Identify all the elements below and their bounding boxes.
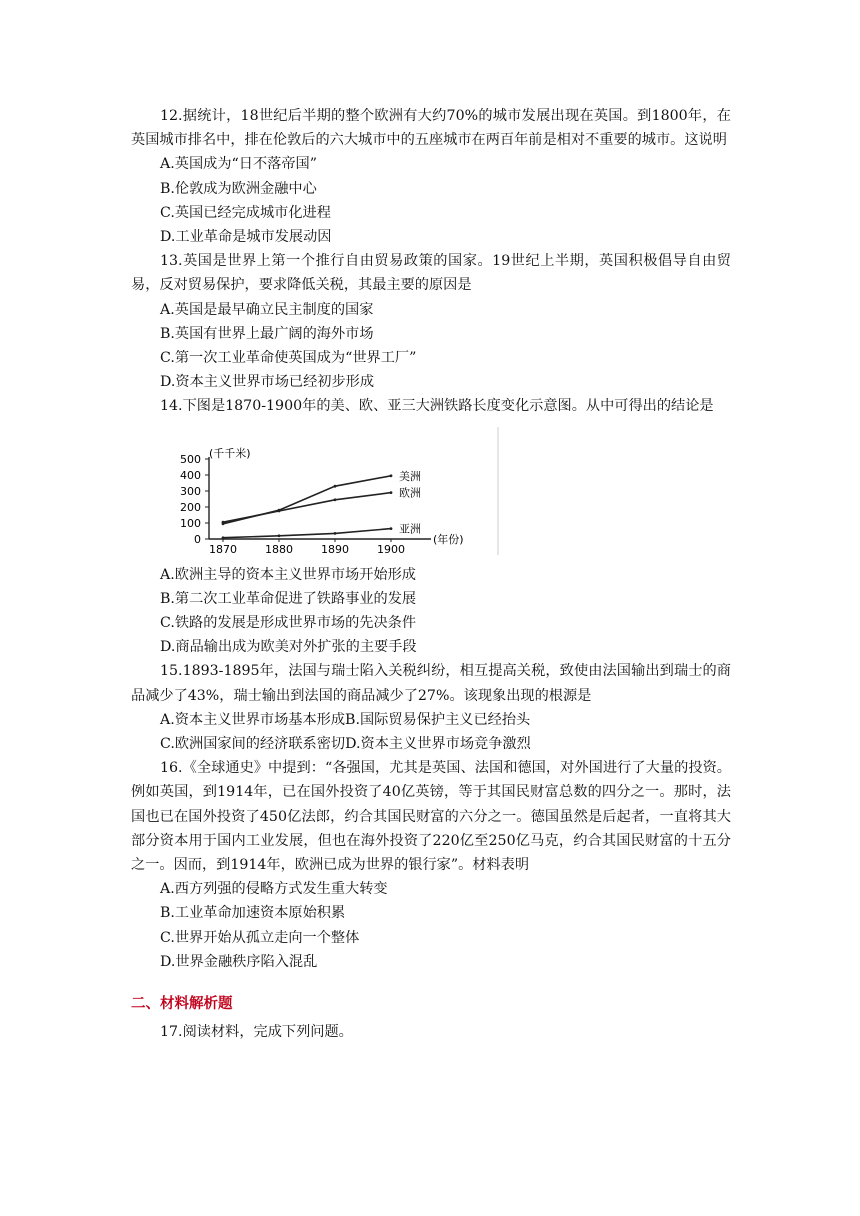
section-heading: 二、材料解析题 <box>131 996 233 1013</box>
question-15-option-c: C.欧洲国家间的经济联系密切 <box>160 736 346 753</box>
series-label-0: 美洲 <box>399 469 421 483</box>
question-15-stem: 15.1893-1895年，法国与瑞士陷入关税纠纷，相互提高关税，致使由法国输出到瑞士的商品减少了43%，瑞士输出到法国的商品减少了27%。该现象出现的根源是 <box>131 663 731 704</box>
series-line-2 <box>223 528 391 537</box>
x-tick-label: 1880 <box>265 542 293 555</box>
question-16-option-c: C.世界开始从孤立走向一个整体 <box>160 929 360 946</box>
series-label-1: 欧洲 <box>399 486 421 500</box>
question-15-option-a: A.资本主义世界市场基本形成 <box>160 711 346 728</box>
y-tick-label: 200 <box>180 500 201 514</box>
series-label-2: 亚洲 <box>399 522 421 536</box>
question-13-option-a: A.英国是最早确立民主制度的国家 <box>160 301 374 318</box>
series-point-2 <box>278 534 281 537</box>
y-tick-label: 500 <box>180 452 201 466</box>
question-15-option-b: B.国际贸易保护主义已经抬头 <box>345 711 531 728</box>
question-12-option-a: A.英国成为“日不落帝国” <box>160 156 317 173</box>
question-13-option-b: B.英国有世界上最广阔的海外市场 <box>160 325 374 342</box>
x-tick-label: 1890 <box>321 542 349 555</box>
question-15-options-row-1 <box>131 708 731 732</box>
question-14-option-d: D.商品输出成为欧美对外扩张的主要手段 <box>160 639 417 656</box>
question-12-option-b: B.伦敦成为欧洲金融中心 <box>160 180 317 197</box>
question-13-option-d: D.资本主义世界市场已经初步形成 <box>160 374 375 391</box>
question-13-stem: 13.英国是世界上第一个推行自由贸易政策的国家。19世纪上半期，英国积极倡导自由贸易，反对贸易保护，要求降低关税，其最主要的原因是 <box>131 253 731 294</box>
series-point-0 <box>390 474 393 477</box>
question-14-option-b: B.第二次工业革命促进了铁路事业的发展 <box>160 590 417 607</box>
question-12-stem: 12.据统计，18世纪后半期的整个欧洲有大约70%的城市发展出现在英国。到1800年，在英国城市排名中，排在伦敦后的六大城市中的五座城市在两百年前是相对不重要的城市。这说明 <box>131 108 731 149</box>
question-13-option-c: C.第一次工业革命使英国成为“世界工厂” <box>160 350 417 367</box>
series-point-1 <box>334 498 337 501</box>
question-15-options-row-2 <box>131 732 731 756</box>
railway-length-chart <box>161 427 501 555</box>
question-16-stem: 16.《全球通史》中提到：“各强国，尤其是英国、法国和德国，对外国进行了大量的投资。例如英国，到1914年，已在国外投资了40亿英镑，等于其国民财富总数的四分之一。那时，法国也已在国外投资了450亿法郎，约合其国民财富的六分之一。德国虽然是后起者，一直将其大部分资本用于国内工业发展，但也在海外投资了220亿至250亿马克，约合其国民财富的十五分之一。因而，到1914年，欧洲已成为世界的银行家”。材料表明 <box>131 760 731 874</box>
series-point-1 <box>222 520 225 523</box>
question-16-option-b: B.工业革命加速资本原始积累 <box>160 905 346 922</box>
y-tick-label: 100 <box>180 516 201 530</box>
question-12-option-d: D.工业革命是城市发展动因 <box>160 229 332 246</box>
question-14-option-a: A.欧洲主导的资本主义世界市场开始形成 <box>160 566 416 583</box>
document-content <box>131 104 731 1045</box>
series-line-1 <box>223 492 391 522</box>
y-axis-label: (千千米) <box>209 446 251 460</box>
y-tick-label: 300 <box>180 484 201 498</box>
series-point-2 <box>334 532 337 535</box>
railway-chart-svg <box>161 427 501 555</box>
question-16-option-a: A.西方列强的侵略方式发生重大转变 <box>160 881 388 898</box>
x-tick-label: 1900 <box>377 542 405 555</box>
series-lines <box>222 469 421 538</box>
series-point-1 <box>390 491 393 494</box>
question-15-option-d: D.资本主义世界市场竞争激烈 <box>345 736 531 753</box>
question-14-stem: 14.下图是1870-1900年的美、欧、亚三大洲铁路长度变化示意图。从中可得出的结论是 <box>160 398 714 415</box>
question-14-option-c: C.铁路的发展是形成世界市场的先决条件 <box>160 615 417 632</box>
series-point-2 <box>222 536 225 539</box>
question-12-option-c: C.英国已经完成城市化进程 <box>160 204 331 221</box>
y-tick-label: 0 <box>194 532 201 546</box>
x-tick-labels <box>209 539 405 555</box>
series-point-1 <box>278 509 281 512</box>
x-tick-label: 1870 <box>209 542 237 555</box>
series-point-0 <box>334 484 337 487</box>
x-axis-label: (年份) <box>433 532 464 546</box>
y-tick-labels <box>180 453 209 546</box>
question-17-stem: 17.阅读材料，完成下列问题。 <box>160 1024 353 1041</box>
series-point-2 <box>390 527 393 530</box>
question-16-option-d: D.世界金融秩序陷入混乱 <box>160 953 318 970</box>
y-tick-label: 400 <box>180 468 201 482</box>
